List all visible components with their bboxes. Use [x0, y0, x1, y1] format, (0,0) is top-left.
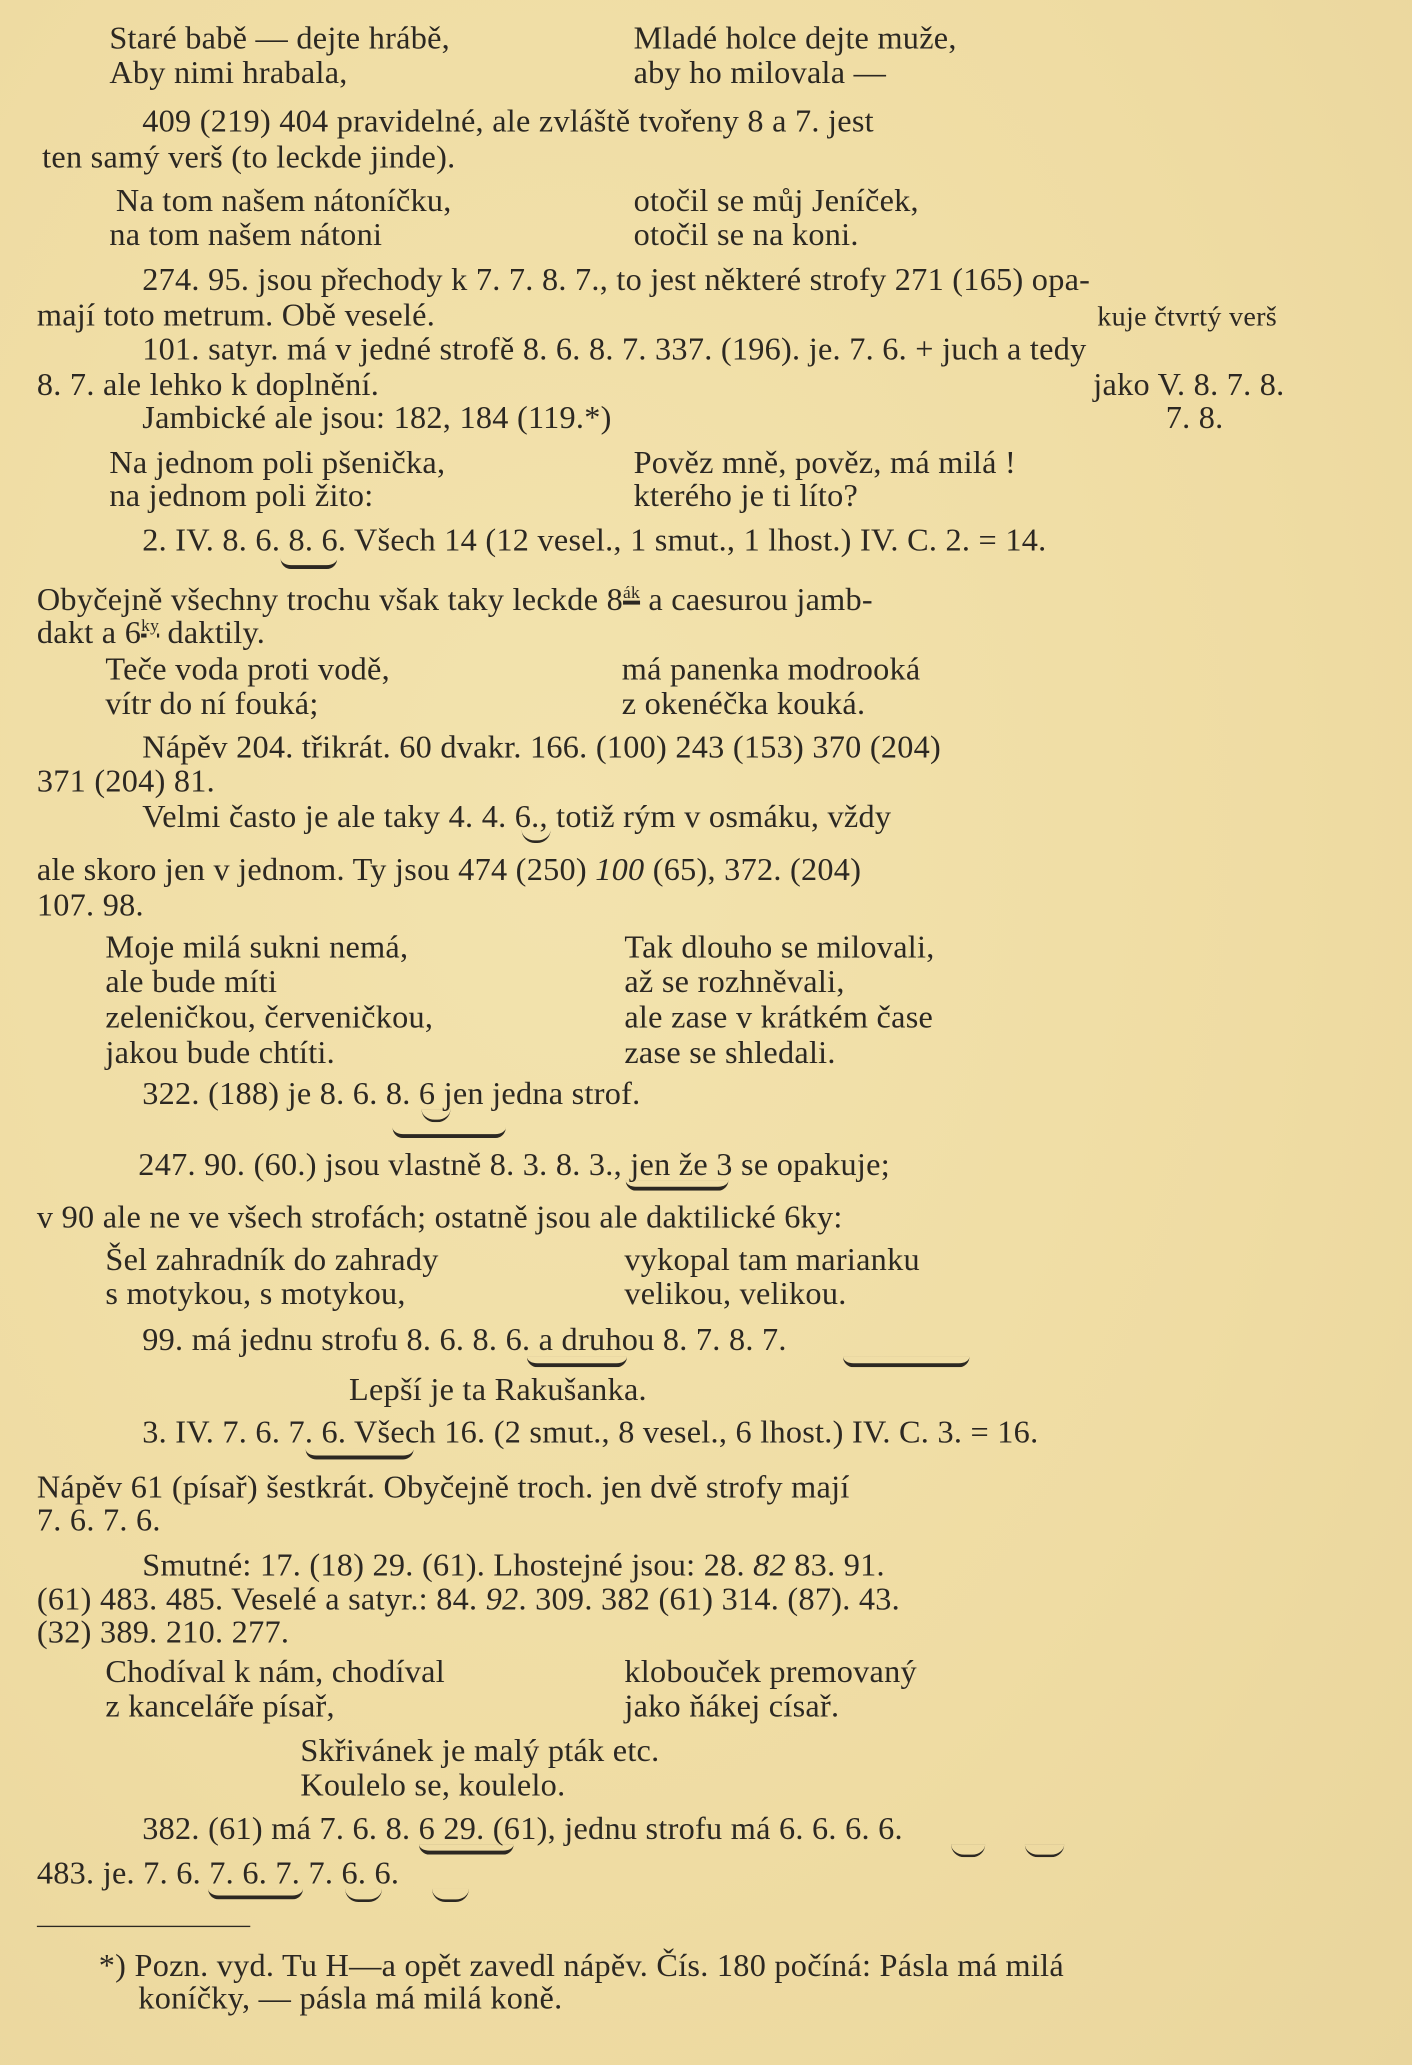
text-line: 99. má jednu strofu 8. 6. 8. 6. a druhou 8. 7. 8. 7.	[142, 1323, 787, 1359]
text-line: 483. je. 7. 6. 7. 6. 7. 7. 6. 6.	[36, 1857, 400, 1892]
verse-line: zase se shledali.	[624, 1036, 836, 1071]
text-line: v 90 ale ne ve všech strofách; ostatně jsou ale daktilické 6ky:	[36, 1201, 843, 1236]
metric-brace-mark	[306, 1449, 414, 1460]
text-line: Jambické ale jsou: 182, 184 (119.*)	[142, 401, 612, 436]
verse-line: jako ňákej císař.	[624, 1689, 840, 1725]
text-line: (32) 389. 210. 277.	[36, 1616, 290, 1651]
metric-arc-mark	[422, 1109, 451, 1122]
text-line: ten samý verš (to leckde jinde).	[42, 140, 456, 176]
text-line: Velmi často je ale taky 4. 4. 6., totiž rým v osmáku, vždy	[142, 800, 892, 836]
text-line: 247. 90. (60.) jsou vlastně 8. 3. 8. 3., jen že 3 se opakuje;	[138, 1148, 890, 1183]
text-line: 3. IV. 7. 6. 7. 6. Všech 16. (2 smut., 8 vesel., 6 lhost.) IV. C. 3. = 16.	[142, 1415, 1039, 1451]
verse-line: vítr do ní fouká;	[105, 687, 319, 722]
text-line: Obyčejně všechny trochu však taky leckde $8^{ák}$ a caesurou jamb-	[36, 582, 873, 618]
metric-brace-mark	[281, 558, 338, 569]
verse-line: Šel zahradník do zahrady	[105, 1243, 439, 1278]
metric-brace-mark	[208, 1889, 303, 1900]
verse-line: až se rozhněvali,	[624, 965, 845, 1000]
footnote-rule	[37, 1926, 250, 1927]
text-line: dakt a $6^{ky}$ daktily.	[36, 615, 266, 651]
text-line: 107. 98.	[36, 889, 144, 924]
text-line: Nápěv 61 (písař) šestkrát. Obyčejně troch. jen dvě strofy mají	[36, 1471, 850, 1506]
text-line: 8. 7. ale lehko k doplnění.	[36, 368, 380, 404]
metric-brace-mark	[419, 1844, 514, 1855]
verse-line: Pověz mně, pověz, má milá !	[633, 446, 1017, 481]
verse-line: Aby nimi hrabala,	[109, 56, 348, 91]
metric-arc-mark	[951, 1844, 985, 1857]
text-line: (61) 483. 485. Veselé a satyr.: 84. 92. 309. 382 (61) 314. (87). 43.	[36, 1583, 901, 1618]
verse-line: na jednom poli žito:	[109, 479, 374, 514]
text-line: Smutné: 17. (18) 29. (61). Lhostejné jsou: 28. 82 83. 91.	[142, 1549, 885, 1584]
metric-arc-mark	[1025, 1844, 1065, 1857]
verse-line: na tom našem nátoni	[109, 218, 383, 253]
verse-line: z kanceláře písař,	[105, 1689, 335, 1725]
footnote-line: *) Pozn. vyd. Tu H—a opět zavedl nápěv. Čís. 180 počíná: Pásla má milá	[98, 1949, 1064, 1984]
margin-note: 7. 8.	[1165, 401, 1224, 436]
text-line: 382. (61) má 7. 6. 8. 6 29. (61), jednu strofu má 6. 6. 6. 6.	[142, 1812, 903, 1847]
verse-line: aby ho milovala —	[633, 56, 887, 91]
metric-brace-mark	[626, 1180, 729, 1191]
verse-line: Koulelo se, koulelo.	[300, 1768, 566, 1804]
metric-brace-mark	[843, 1357, 969, 1368]
verse-line: vykopal tam marianku	[624, 1243, 920, 1278]
verse-line: Mladé holce dejte muže,	[633, 22, 957, 57]
verse-line: otočil se můj Jeníček,	[633, 184, 919, 219]
verse-line: zeleničkou, červeničkou,	[105, 1001, 434, 1036]
margin-note: kuje čtvrtý verš	[1097, 300, 1278, 332]
verse-line: Moje milá sukni nemá,	[105, 931, 409, 966]
verse-line: s motykou, s motykou,	[105, 1277, 406, 1312]
verse-line: Lepší je ta Rakušanka.	[349, 1373, 647, 1409]
metric-brace-mark	[527, 1357, 627, 1368]
metric-arc-mark	[432, 1889, 469, 1902]
verse-line: kterého je ti líto?	[633, 479, 859, 514]
verse-line: má panenka modrooká	[621, 653, 921, 688]
text-line: 101. satyr. má v jedné strofě 8. 6. 8. 7. 337. (196). je. 7. 6. + juch a tedy	[142, 333, 1087, 368]
verse-line: otočil se na koni.	[633, 218, 859, 253]
verse-line: jakou bude chtíti.	[105, 1036, 335, 1071]
verse-line: velikou, velikou.	[624, 1277, 847, 1312]
footnote-line: koníčky, — pásla má milá koně.	[138, 1982, 563, 2017]
verse-line: ale zase v krátkém čase	[624, 1001, 934, 1036]
verse-line: Chodíval k nám, chodíval	[105, 1655, 445, 1690]
verse-line: Tak dlouho se milovali,	[624, 931, 935, 966]
text-line: 322. (188) je 8. 6. 8. 6 jen jedna strof.	[142, 1077, 641, 1112]
verse-line: Teče voda proti vodě,	[105, 653, 390, 688]
verse-line: ale bude míti	[105, 965, 278, 1000]
text-line: ale skoro jen v jednom. Ty jsou 474 (250) 100 (65), 372. (204)	[36, 853, 862, 888]
metric-arc-mark	[522, 830, 551, 843]
verse-line: klobouček premovaný	[624, 1655, 917, 1690]
metric-brace-mark	[393, 1128, 506, 1139]
text-line: mají toto metrum. Obě veselé.	[36, 299, 436, 334]
verse-line: Skřivánek je malý pták etc.	[300, 1734, 660, 1769]
text-line: 274. 95. jsou přechody k 7. 7. 8. 7., to jest některé strofy 271 (165) opa-	[142, 263, 1091, 298]
verse-line: Na jednom poli pšenička,	[109, 446, 446, 481]
verse-line: Staré babě — dejte hrábě,	[109, 22, 450, 57]
text-line: Nápěv 204. třikrát. 60 dvakr. 166. (100) 243 (153) 370 (204)	[142, 731, 942, 766]
text-line: 7. 6. 7. 6.	[36, 1504, 161, 1539]
verse-line: Na tom našem nátoníčku,	[115, 184, 452, 219]
text-line: 371 (204) 81.	[36, 765, 216, 800]
text-line: 2. IV. 8. 6. 8. 6. Všech 14 (12 vesel., 1 smut., 1 lhost.) IV. C. 2. = 14.	[142, 524, 1047, 559]
metric-arc-mark	[345, 1889, 382, 1902]
text-line: 409 (219) 404 pravidelné, ale zvláště tvořeny 8 a 7. jest	[142, 105, 874, 140]
verse-line: z okenéčka kouká.	[621, 687, 866, 722]
margin-note: jako V. 8. 7. 8.	[1093, 368, 1285, 404]
